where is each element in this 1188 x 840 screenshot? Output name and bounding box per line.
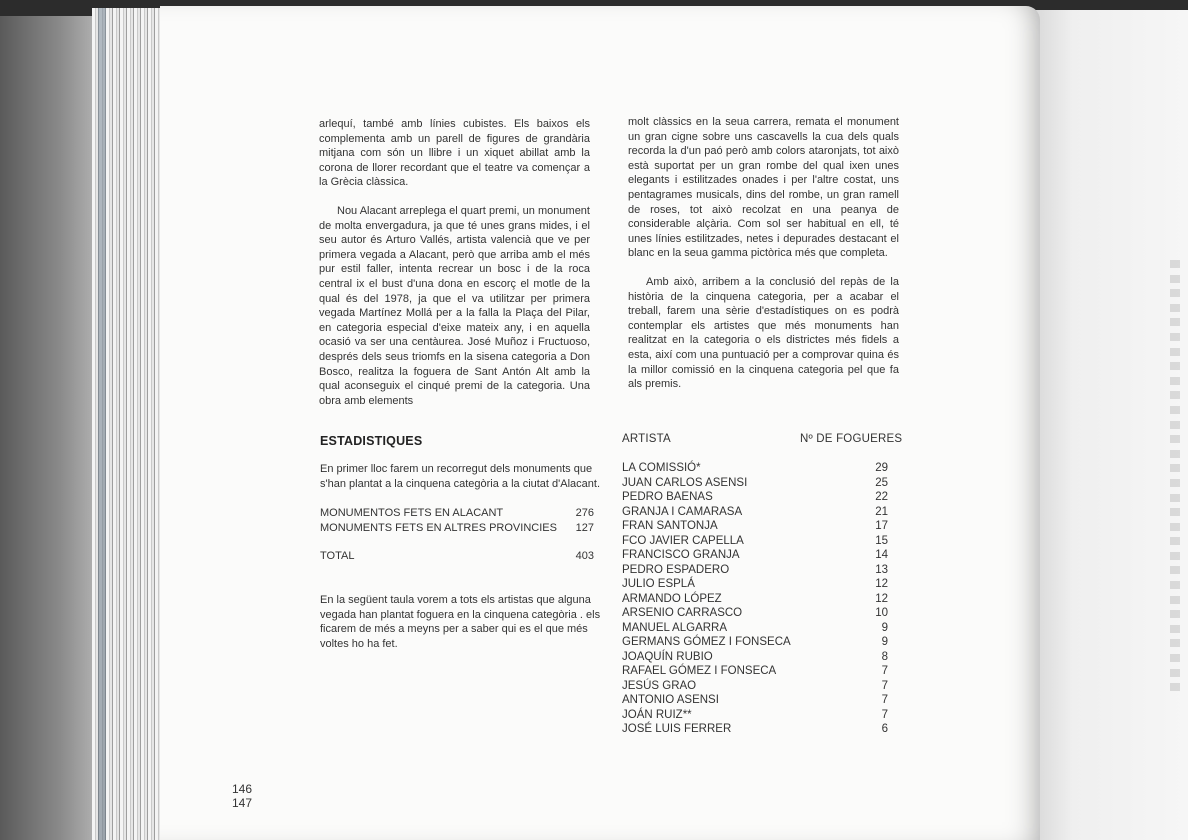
foguera-count: 25 [875, 476, 888, 489]
facing-page [1034, 10, 1188, 840]
foguera-count: 10 [875, 607, 888, 619]
summary-row [320, 521, 594, 536]
foguera-count: 21 [875, 505, 888, 518]
artist-name: PEDRO BAENAS [622, 491, 713, 503]
column-header-count: Nº DE FOGUERES [800, 433, 903, 445]
section-heading: ESTADISTIQUES [320, 434, 423, 448]
foguera-count: 14 [875, 549, 888, 561]
paragraph: Amb això, arribem a la conclusió del repàs de la història de la cinquena categoria, per a acabar el treball, farem una sèrie d'estadístiques on es podrà contemplar els artistes que més monuments han realitzat en la categoria o els districtes més fidels a esta, així com una puntuació per a comprovar quina és la millor comissió en la cinquena categoria pel que fa als premis. [628, 275, 899, 391]
summary-row [320, 506, 594, 521]
artist-name: FCO JAVIER CAPELLA [622, 534, 744, 547]
artist-name: PEDRO ESPADERO [622, 563, 730, 576]
book-page-edges [92, 8, 166, 840]
foguera-count: 8 [881, 650, 888, 663]
foguera-count: 22 [875, 491, 888, 503]
foguera-count: 6 [881, 723, 888, 735]
table-row [622, 693, 888, 708]
paragraph: arlequí, també amb línies cubistes. Els baixos els complementa amb un parell de figures de grandària mitjana com són un llibre i un xiquet abillat amb la corona de llorer recordant que el teatre va començar a la Grècia clàssica. [319, 118, 590, 189]
table-row [622, 577, 888, 592]
summary-label: MONUMENTS FETS EN ALTRES PROVINCIES [320, 521, 557, 534]
summary-value: 276 [575, 507, 594, 519]
table-row [622, 476, 888, 491]
foguera-count: 13 [875, 563, 888, 576]
artist-name: LA COMISSIÓ* [622, 462, 701, 474]
table-row [622, 534, 888, 549]
table-row [622, 722, 888, 737]
artist-name: FRAN SANTONJA [622, 520, 718, 532]
table-row [622, 519, 888, 534]
artist-name: FRANCISCO GRANJA [622, 549, 740, 561]
table-row [622, 490, 888, 505]
body-column-left [319, 117, 590, 422]
table-row [622, 548, 888, 563]
foguera-count: 9 [881, 636, 888, 648]
stats-intro-text: En primer lloc farem un recorregut dels monuments que s'han plantat a la cinquena categòria a la ciutat d'Alacant. [320, 463, 601, 490]
summary-value: 127 [575, 521, 594, 534]
page-number-right: 147 [232, 796, 253, 810]
artist-name: JOAQUÍN RUBIO [622, 650, 713, 663]
table-row [622, 679, 888, 694]
foguera-count: 7 [881, 665, 888, 677]
artist-name: RAFAEL GÓMEZ I FONSECA [622, 665, 777, 677]
paragraph: Nou Alacant arreplega el quart premi, un monument de molta envergadura, ja que té unes grans mides, i el seu autor és Arturo Vallés, artista valencià que ve per primera vegada a Alacant, però que arriba amb el més pur estil faller, intenta recrear un bosc i de la roca central ix el bust d'una dona en escorç el motle de la qual és del 1978, ja que el va utilitzar per primera vegada Martínez Mollá per a la falla la Plaça del Pilar, en categoria especial d'eixe mateix any, i en aquella ocasió va ser una centàurea. José Muñoz i Fructuoso, després dels seus triomfs en la sisena categoria a Don Bosco, realitza la foguera de Sant Antón Alt amb la qual aconseguix el cinqué premi de la categoria. Una obra amb elements [319, 204, 590, 407]
foguera-count: 7 [881, 708, 888, 721]
facing-page-text-edge [1170, 260, 1184, 698]
monuments-total [320, 549, 594, 564]
artist-name: JESÚS GRAO [622, 679, 697, 692]
body-column-right [628, 115, 899, 406]
table-row [622, 621, 888, 636]
table-row [622, 708, 888, 723]
artist-name: JOÁN RUIZ** [622, 708, 692, 721]
table-row [622, 592, 888, 607]
table-row [622, 664, 888, 679]
foguera-count: 9 [881, 621, 888, 634]
foguera-count: 12 [875, 578, 888, 590]
summary-label: MONUMENTOS FETS EN ALACANT [320, 507, 504, 519]
total-value: 403 [575, 550, 594, 562]
table-row [622, 606, 888, 621]
foguera-count: 29 [875, 462, 888, 474]
scan-background-left [0, 0, 100, 840]
artist-name: ARSENIO CARRASCO [622, 607, 743, 619]
foguera-count: 17 [875, 520, 888, 532]
artist-name: JULIO ESPLÁ [622, 578, 695, 590]
foguera-count: 7 [881, 694, 888, 706]
foguera-count: 12 [875, 592, 888, 605]
artist-name: GRANJA I CAMARASA [622, 505, 743, 518]
total-label: TOTAL [320, 550, 355, 562]
page-number-left: 146 [232, 782, 253, 796]
artist-table [622, 461, 888, 737]
monuments-summary-table [320, 506, 594, 535]
table-row [622, 563, 888, 578]
book-page [160, 6, 1040, 840]
artist-name: ANTONIO ASENSI [622, 694, 719, 706]
artist-name: JUAN CARLOS ASENSI [622, 476, 748, 489]
table-row [622, 635, 888, 650]
total-row [320, 549, 594, 564]
table-row [622, 505, 888, 520]
column-header-artist: ARTISTA [622, 433, 671, 445]
foguera-count: 15 [875, 534, 888, 547]
table-row [622, 650, 888, 665]
artist-name: GERMANS GÓMEZ I FONSECA [622, 636, 791, 648]
foguera-count: 7 [881, 679, 888, 692]
table-intro-text: En la següent taula vorem a tots els artistas que alguna vegada han plantat foguera en la cinquena categòria . els ficarem de més a meyns per a saber qui es el que més voltes ho ha fet. [320, 594, 601, 650]
artist-name: ARMANDO LÓPEZ [622, 592, 722, 605]
table-row [622, 461, 888, 476]
paragraph: molt clàssics en la seua carrera, remata el monument un gran cigne sobre uns cascavells la cua dels quals recorda la d'un paó però amb colors ataronjats, tot això està suportat per un gran rombe del qual ixen unes elegants i estilitzades onades i per l'altre costat, uns pentagrames musicals, dins del rombe, un gran ramell de roses, tot això recolzat en una peanya de considerable alçària. Com sol ser habitual en ell, té unes línies estilitzades, netes i depurades destacant el blanc en la seua gamma pictòrica més que completa. [628, 116, 899, 260]
artist-name: JOSÉ LUIS FERRER [622, 723, 732, 735]
artist-name: MANUEL ALGARRA [622, 621, 728, 634]
